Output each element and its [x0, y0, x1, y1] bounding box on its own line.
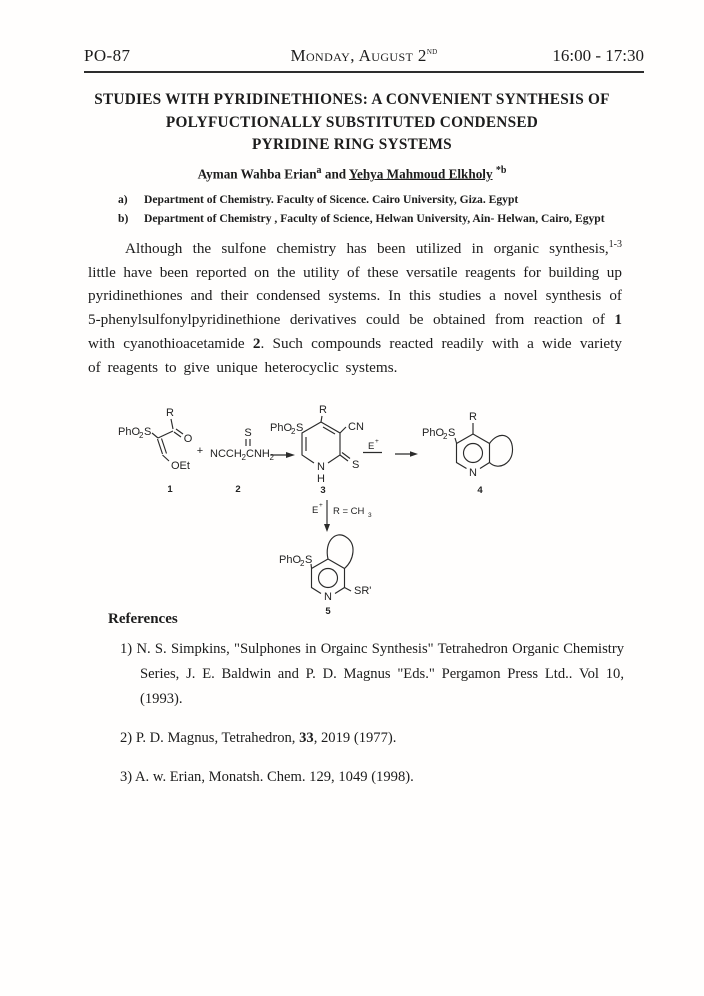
- reference-3: [88, 765, 624, 790]
- compound-number-4: 4: [477, 485, 483, 496]
- title-line-1: STUDIES WITH PYRIDINETHIONES: A CONVENIENT SYNTHESIS OF: [94, 91, 610, 108]
- svg-text:S: S: [305, 554, 313, 566]
- svg-text:PhO: PhO: [118, 426, 141, 438]
- compound-number-1: 1: [167, 484, 173, 495]
- references-heading: References: [108, 611, 178, 627]
- electrophile-arrow: [363, 438, 418, 457]
- affiliations: [118, 191, 644, 228]
- reference-2-volume: 33: [299, 730, 314, 746]
- author-2: Yehya Mahmoud Elkholy: [348, 166, 493, 182]
- author-1: Ayman Wahba Erian: [197, 166, 317, 182]
- session-code: PO-87: [84, 46, 131, 65]
- reference-2: 2) P. D. Magnus, Tetrahedron, 33, 2019 (1977).: [120, 730, 397, 746]
- session-date: Monday, August 2nd: [290, 46, 438, 65]
- affiliation-b-text: Department of Chemistry , Faculty of Science, Helwan University, Ain- Helwan, Cairo, Egypt: [144, 211, 605, 225]
- svg-text:PhO: PhO: [279, 554, 302, 566]
- reference-3-marker: 3): [120, 769, 133, 785]
- svg-text:2: 2: [300, 559, 305, 568]
- svg-text:2: 2: [269, 453, 274, 462]
- svg-text:2: 2: [443, 432, 448, 441]
- fused-ring-loop: [327, 535, 353, 569]
- session-header: [84, 46, 644, 73]
- compound-4-structure: [422, 411, 513, 496]
- svg-text:CNH: CNH: [246, 448, 270, 460]
- ring-nitrogen-label: N: [317, 461, 325, 473]
- title-line-2: POLYFUCTIONALLY SUBSTITUTED CONDENSED: [165, 113, 539, 131]
- reference-2-marker: 2): [120, 730, 133, 746]
- fused-ring-loop: [490, 435, 513, 466]
- byline-conjunction: and: [321, 166, 349, 182]
- reference-1-marker: 1): [120, 641, 133, 657]
- reaction-arrow-1: [271, 452, 295, 458]
- compound-number-3: 3: [320, 485, 326, 496]
- electrophile-label: E: [368, 441, 375, 452]
- thioether-label: SR': [354, 585, 372, 597]
- svg-text:PhO: PhO: [270, 422, 293, 434]
- svg-text:S: S: [448, 427, 456, 439]
- author-2-affiliation-mark: *b: [495, 165, 507, 176]
- reference-2-text: P. D. Magnus, Tetrahedron,: [135, 730, 300, 746]
- compound-1-ref: 1: [614, 311, 622, 329]
- svg-text:S: S: [144, 426, 152, 438]
- svg-text:+: +: [319, 502, 323, 509]
- paper-title: [40, 89, 664, 157]
- cyano-label: CN: [348, 421, 364, 433]
- date-ordinal-suffix: nd: [426, 46, 438, 57]
- ring-nitrogen-label: N: [469, 467, 477, 479]
- compound-number-5: 5: [325, 606, 331, 615]
- reference-3-text: A. w. Erian, Monatsh. Chem. 129, 1049 (1998).: [135, 769, 414, 785]
- svg-text:NCCH: NCCH: [210, 448, 242, 460]
- compound-3-structure: [270, 404, 364, 496]
- plus-sign: +: [196, 445, 204, 457]
- citation-superscript: 1-3: [608, 239, 622, 250]
- reference-1-text: N. S. Simpkins, "Sulphones in Orgainc Synthesis" Tetrahedron Organic Chemistry Series, J. E. Baldwin and P. D. Magnus "Eds." Pergamon Press Ltd.. Vol 10, (1993).: [136, 641, 624, 707]
- r-group-label: R: [166, 407, 174, 419]
- nh-hydrogen-label: H: [317, 473, 325, 485]
- svg-text:+: +: [375, 438, 379, 445]
- svg-text:S: S: [296, 422, 304, 434]
- abstract-paragraph: Although the sulfone chemistry has been utilized in organic synthesis,$^{1-3}$ little have been reported on the utility of these versatile reagents for building up pyridinethiones and their condensed systems. In this studies a novel synthesis of 5-phenylsulfonylpyridinethione derivatives could be obtained from reaction of 1 with cyanothioacetamide 2. Such compounds reacted readily with a wide variety of reagents to give unique heterocyclic systems.: [88, 239, 622, 376]
- author-1-affiliation-mark: a: [316, 165, 322, 176]
- compound-5-structure: [279, 535, 371, 615]
- compound-number-2: 2: [235, 484, 241, 495]
- oxygen-label: O: [183, 433, 193, 445]
- compound-1-structure: [118, 407, 193, 495]
- ring-nitrogen-label: N: [324, 591, 332, 603]
- thioamide-sulfur-label: S: [244, 427, 252, 439]
- svg-text:2: 2: [139, 431, 144, 440]
- affiliation-a: [118, 191, 644, 210]
- compound-2-structure: [210, 427, 275, 495]
- author-byline: [0, 165, 704, 182]
- svg-text:PhO: PhO: [422, 427, 445, 439]
- session-time: 16:00 - 17:30: [552, 46, 644, 65]
- r-group-label: R: [469, 411, 477, 423]
- thione-sulfur-label: S: [352, 459, 360, 471]
- condition-arrow: [312, 500, 372, 532]
- svg-text:2: 2: [291, 427, 296, 436]
- affiliation-a-marker: a): [118, 193, 128, 206]
- electrophile-label: E: [312, 505, 319, 516]
- reference-1: [88, 637, 624, 712]
- compound-2-ref: 2: [252, 334, 261, 352]
- affiliation-b: [118, 210, 644, 229]
- title-line-3: PYRIDINE RING SYSTEMS: [252, 136, 452, 153]
- references-section: [88, 611, 624, 790]
- svg-text:2: 2: [241, 453, 246, 462]
- r-group-label: R: [319, 404, 327, 416]
- r-definition: R = CH: [333, 506, 365, 517]
- oet-label: OEt: [171, 460, 190, 472]
- reaction-scheme: [85, 400, 665, 615]
- svg-text:3: 3: [368, 512, 372, 519]
- affiliation-b-marker: b): [118, 211, 129, 225]
- affiliation-a-text: Department of Chemistry. Faculty of Sicence. Cairo University, Giza. Egypt: [144, 193, 519, 206]
